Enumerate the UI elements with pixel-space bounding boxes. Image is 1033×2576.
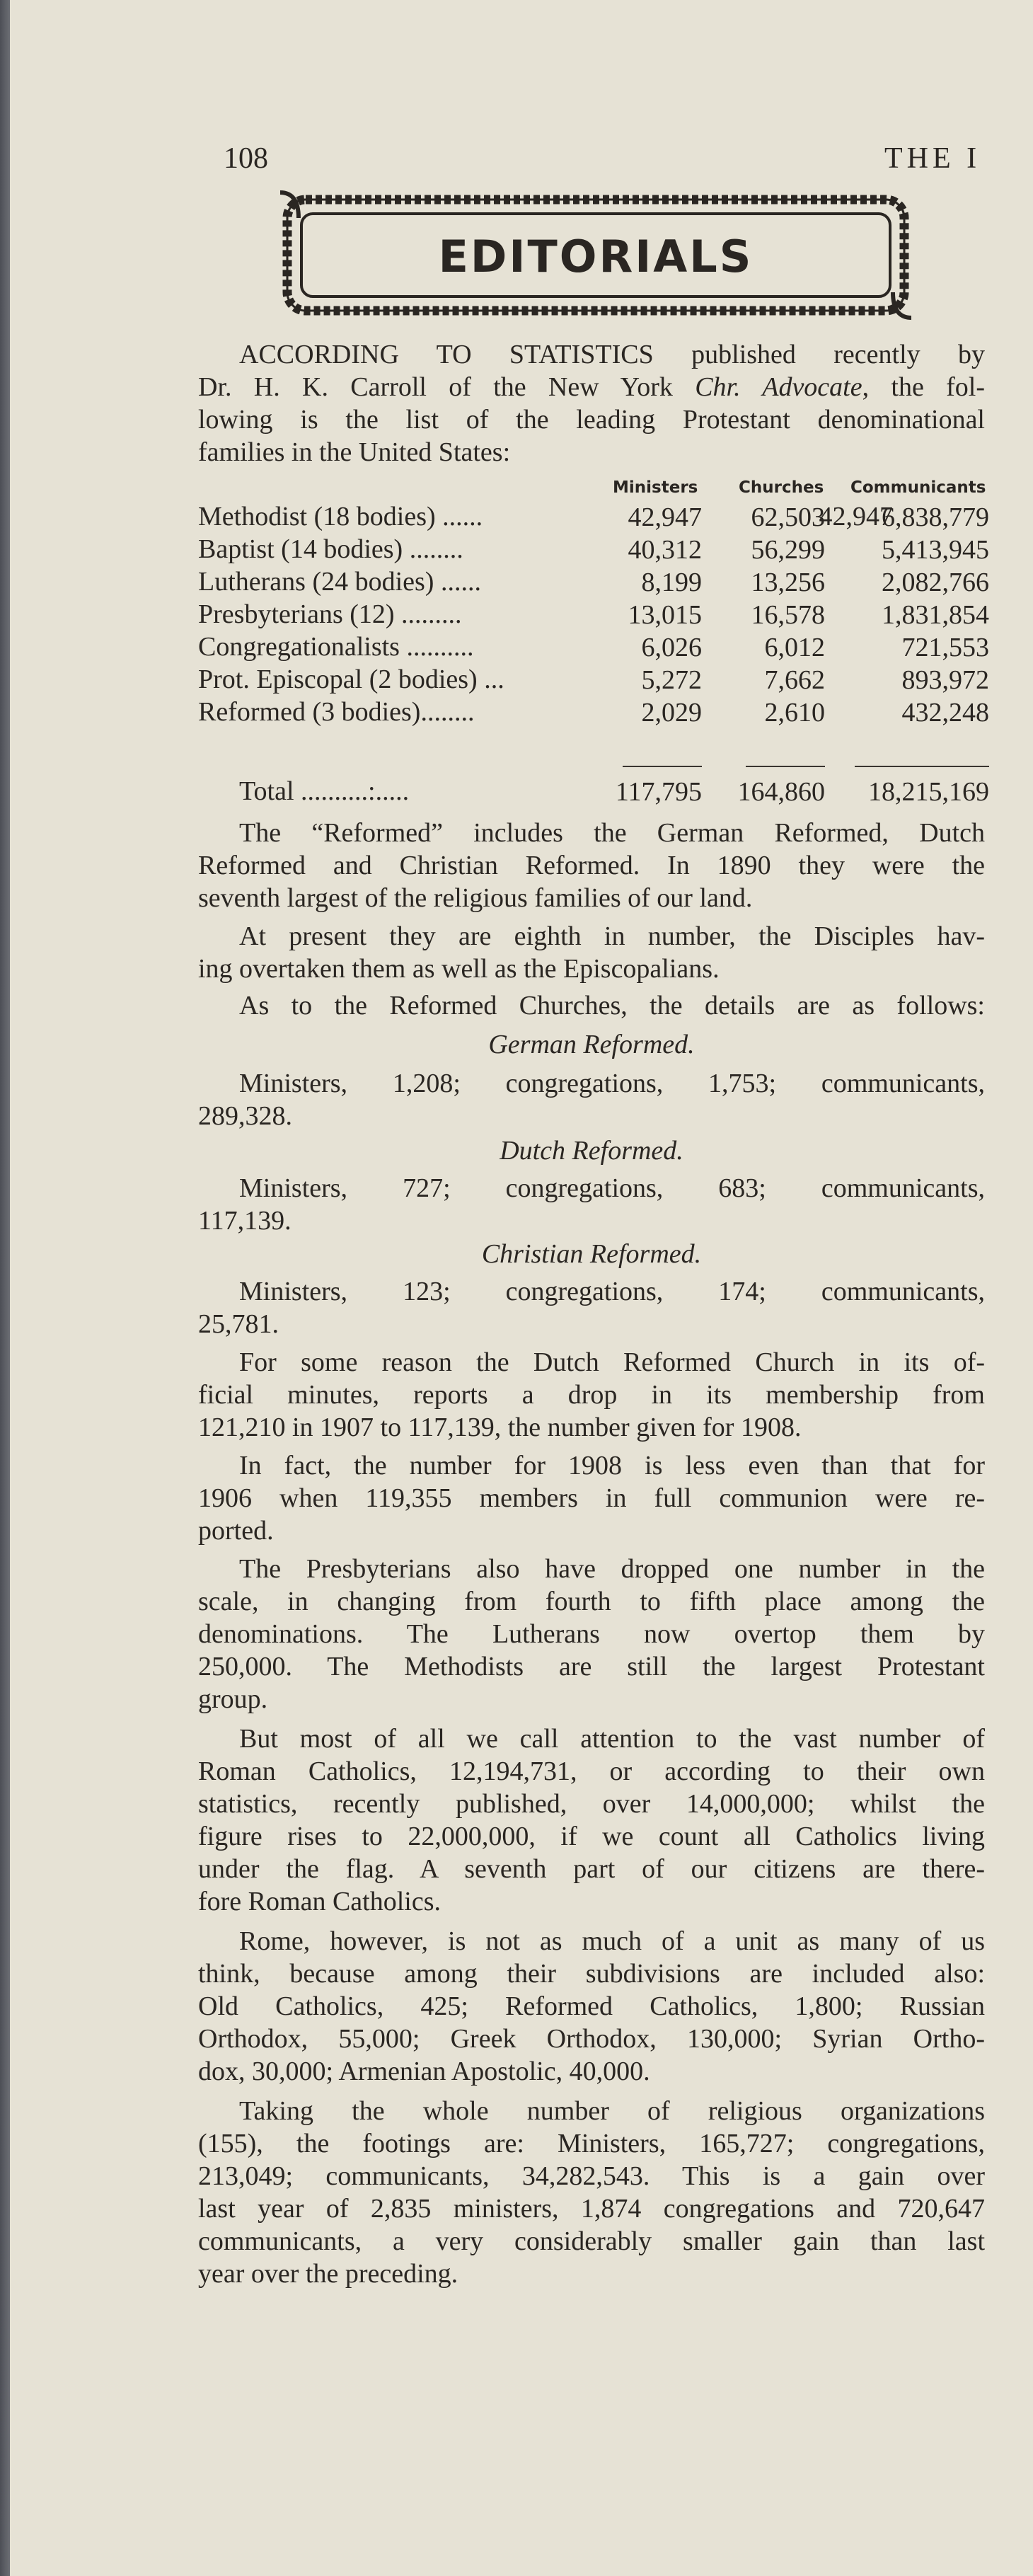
editorials-banner xyxy=(277,190,914,321)
table-cell-churches: 2,610 xyxy=(764,698,825,728)
paragraph-line: For some reason the Dutch Reformed Church in its of- xyxy=(239,1347,985,1377)
denomination: Baptist (14 bodies) ........ xyxy=(198,534,463,564)
paragraph-line: ficial minutes, reports a drop in its membership from xyxy=(198,1380,985,1410)
denomination: Presbyterians (12) ......... xyxy=(198,599,462,629)
newspaper-name: Chr. Advocate xyxy=(695,372,862,402)
paragraph-line: ported. xyxy=(198,1516,274,1546)
table-cell-churches: 56,299 xyxy=(751,535,825,565)
paragraph-line: In fact, the number for 1908 is less even than that for xyxy=(239,1451,985,1480)
paragraph-line: last year of 2,835 ministers, 1,874 congregations and 720,647 xyxy=(198,2194,985,2224)
table-cell-ministers: 42,947 xyxy=(628,502,702,532)
paragraph-line: dox, 30,000; Armenian Apostolic, 40,000. xyxy=(198,2057,650,2086)
paragraph-line: 117,139. xyxy=(198,1206,292,1236)
paragraph-line: Ministers, 727; congregations, 683; communicants, xyxy=(239,1173,985,1203)
paragraph-line: figure rises to 22,000,000, if we count all Catholics living xyxy=(198,1822,985,1851)
table-cell-churches: 16,578 xyxy=(751,600,825,630)
paragraph-line: Taking the whole number of religious organizations xyxy=(239,2096,985,2126)
table-cell-ministers: 13,015 xyxy=(628,600,702,630)
subheading-dutch: Dutch Reformed. xyxy=(500,1136,683,1166)
subheading-german: German Reformed. xyxy=(488,1030,695,1059)
paragraph-line: group. xyxy=(198,1684,268,1714)
paragraph-line: Roman Catholics, 12,194,731, or according to their own xyxy=(198,1756,985,1786)
table-cell-ministers: 40,312 xyxy=(628,535,702,565)
total-rule xyxy=(855,766,989,767)
total-rule xyxy=(746,766,825,767)
paragraph-line: At present they are eighth in number, the Disciples hav- xyxy=(239,921,985,951)
paragraph-line: 25,781. xyxy=(198,1309,279,1339)
paragraph-line: 213,049; communicants, 34,282,543. This is a gain over xyxy=(198,2161,985,2191)
paragraph-line: 289,328. xyxy=(198,1101,292,1131)
table-cell-communicants: 432,248 xyxy=(901,698,989,728)
paragraph-line: communicants, a very considerably smaller gain than last xyxy=(198,2226,985,2256)
denomination: Prot. Episcopal (2 bodies) ... xyxy=(198,665,504,694)
paragraph-line: 1906 when 119,355 members in full communion were re- xyxy=(198,1483,985,1513)
paragraph-line: Ministers, 1,208; congregations, 1,753; communicants, xyxy=(239,1069,985,1098)
paragraph-line: scale, in changing from fourth to fifth place among the xyxy=(198,1587,985,1616)
table-cell-ministers: 2,029 xyxy=(641,698,702,728)
total-rule xyxy=(623,766,702,767)
banner-title: EDITORIALS xyxy=(438,231,754,282)
running-head: THE I xyxy=(884,142,981,175)
total-cell-communicants: 18,215,169 xyxy=(868,777,989,807)
paragraph-line: (155), the footings are: Ministers, 165,727; congregations, xyxy=(198,2129,985,2158)
table-cell-ministers: 8,199 xyxy=(641,568,702,597)
intro-line: families in the United States: xyxy=(198,437,511,467)
paragraph-line: 250,000. The Methodists are still the largest Protestant xyxy=(198,1652,985,1681)
table-cell-communicants: 893,972 xyxy=(901,665,989,695)
denomination: Reformed (3 bodies)........ xyxy=(198,697,475,727)
column-header-ministers: Ministers xyxy=(613,478,698,497)
table-cell-churches: 62,503 xyxy=(751,502,825,532)
page-number: 108 xyxy=(224,142,268,175)
paragraph-line: Ministers, 123; congregations, 174; communicants, xyxy=(239,1277,985,1306)
paragraph-line: ing overtaken them as well as the Episcopalians. xyxy=(198,954,720,984)
paragraph-line: 121,210 in 1907 to 117,139, the number given for 1908. xyxy=(198,1413,802,1442)
paragraph-line: think, because among their subdivisions are included also: xyxy=(198,1959,985,1989)
subheading-christian: Christian Reformed. xyxy=(481,1239,702,1269)
paragraph-line: The Presbyterians also have dropped one number in the xyxy=(239,1554,985,1584)
paragraph-line: fore Roman Catholics. xyxy=(198,1887,441,1916)
paragraph-line: seventh largest of the religious families of our land. xyxy=(198,883,753,913)
total-label: Total ..........:..... xyxy=(239,776,410,806)
table-cell-churches: 7,662 xyxy=(764,665,825,695)
intro-line: Dr. H. K. Carroll of the New York Chr. Advocate, the fol- xyxy=(198,372,986,402)
paragraph-line: year over the preceding. xyxy=(198,2259,458,2289)
total-cell-ministers: 117,795 xyxy=(615,777,702,807)
table-cell-communicants: 2,082,766 xyxy=(882,568,989,597)
ministers: 42,947 xyxy=(819,502,893,531)
paragraph-line: Rome, however, is not as much of a unit as many of us xyxy=(239,1926,985,1956)
table-cell-communicants: 6,838,779 xyxy=(882,502,989,532)
paragraph-line: Old Catholics, 425; Reformed Catholics, 1,800; Russian xyxy=(198,1991,985,2021)
table-cell-ministers: 6,026 xyxy=(641,633,702,662)
table-cell-communicants: 5,413,945 xyxy=(882,535,989,565)
table-cell-communicants: 1,831,854 xyxy=(882,600,989,630)
paragraph-line: denominations. The Lutherans now overtop them by xyxy=(198,1619,985,1649)
paragraph-line: Orthodox, 55,000; Greek Orthodox, 130,000; Syrian Ortho- xyxy=(198,2024,985,2054)
paragraph-line: statistics, recently published, over 14,000,000; whilst the xyxy=(198,1789,985,1819)
table-cell-ministers: 5,272 xyxy=(641,665,702,695)
paragraph-line: As to the Reformed Churches, the details are as follows: xyxy=(239,991,985,1020)
paragraph-line: Reformed and Christian Reformed. In 1890 they were the xyxy=(198,851,985,880)
table-cell-churches: 6,012 xyxy=(764,633,825,662)
table-cell-churches: 13,256 xyxy=(751,568,825,597)
total-row xyxy=(198,776,998,808)
paragraph-line: The “Reformed” includes the German Reformed, Dutch xyxy=(239,818,985,848)
column-header-churches: Churches xyxy=(739,478,824,497)
denomination: Methodist (18 bodies) ...... xyxy=(198,502,483,531)
column-header-communicants: Communicants xyxy=(850,478,986,497)
scan-edge xyxy=(0,0,10,2576)
intro-line: ACCORDING TO STATISTICS published recently by xyxy=(239,340,985,369)
total-cell-churches: 164,860 xyxy=(737,777,825,807)
paragraph-line: But most of all we call attention to the vast number of xyxy=(239,1724,985,1754)
denomination: Congregationalists .......... xyxy=(198,632,474,662)
intro-line: lowing is the list of the leading Protestant denominational xyxy=(198,405,985,435)
paragraph-line: under the flag. A seventh part of our citizens are there- xyxy=(198,1854,985,1884)
denomination: Lutherans (24 bodies) ...... xyxy=(198,567,481,597)
table-cell-communicants: 721,553 xyxy=(901,633,989,662)
